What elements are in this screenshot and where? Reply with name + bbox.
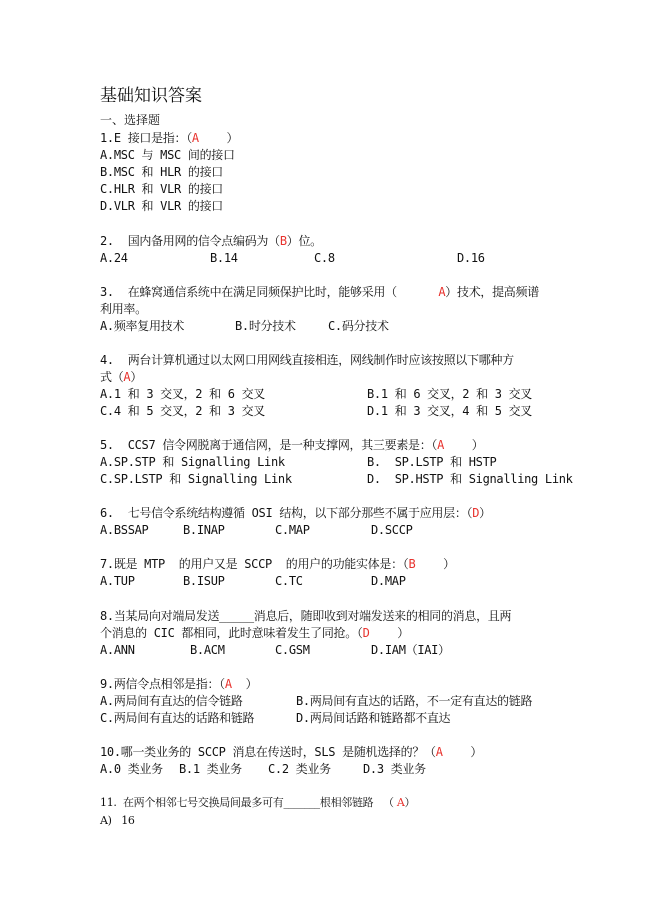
option: D. SP.HSTP 和 Signalling Link [367, 472, 573, 486]
answer-10: A [435, 745, 443, 759]
option: C.2 类业务 [268, 762, 331, 776]
option: D.3 类业务 [363, 762, 426, 776]
option: D.1 和 3 交叉，4 和 5 交叉 [367, 404, 532, 418]
option: B.MSC 和 HLR 的接口 [100, 165, 223, 179]
option: C.两局间有直达的话路和链路 [100, 711, 255, 725]
answer-5: A [437, 438, 445, 452]
question-7: 7.既是 MTP 的用户又是 SCCP 的用户的功能实体是：（B ） [100, 557, 455, 571]
option: C.TC [275, 574, 303, 588]
question-2: 2. 国内备用网的信令点编码为（B）位。 [100, 234, 322, 248]
option: C.4 和 5 交叉，2 和 3 交叉 [100, 404, 265, 418]
option: A.24 [100, 251, 128, 265]
answer-2: B [279, 234, 287, 248]
answer-7: B [408, 557, 416, 571]
option: B.INAP [183, 523, 225, 537]
option: A.0 类业务 [100, 762, 163, 776]
question-8-cont: 个消息的 CIC 都相同，此时意味着发生了同抢。（D ） [100, 626, 409, 640]
option: A.BSSAP [100, 523, 149, 537]
question-5: 5. CCS7 信令网脱离于通信网，是一种支撑网，其三要素是：（A ） [100, 438, 484, 452]
option: C.SP.LSTP 和 Signalling Link [100, 472, 292, 486]
question-10: 10.哪一类业务的 SCCP 消息在传送时，SLS 是随机选择的？（A ） [100, 745, 483, 759]
option: B. SP.LSTP 和 HSTP [367, 455, 497, 469]
question-6: 6. 七号信令系统结构遵循 OSI 结构，以下部分那些不属于应用层：（D） [100, 506, 491, 520]
option: D.MAP [371, 574, 406, 588]
answer-9: A [224, 677, 232, 691]
answer-1: A [191, 131, 199, 145]
option: C.GSM [275, 643, 310, 657]
question-8: 8.当某局向对端局发送_____消息后，随即收到对端发送来的相同的消息，且两 [100, 609, 512, 623]
option: A.ANN [100, 643, 135, 657]
option: A.TUP [100, 574, 135, 588]
option: A.MSC 与 MSC 间的接口 [100, 148, 235, 162]
option: D.SCCP [371, 523, 413, 537]
question-3: 3. 在蜂窝通信系统中在满足同频保护比时，能够采用（ A）技术，提高频谱 [100, 285, 539, 299]
option: A.SP.STP 和 Signalling Link [100, 455, 285, 469]
question-9: 9.两信令点相邻是指：（A ） [100, 677, 258, 691]
option: C.8 [314, 251, 335, 265]
option: C.MAP [275, 523, 310, 537]
option: C.码分技术 [328, 319, 389, 333]
option: B.时分技术 [235, 319, 296, 333]
option: A.两局间有直达的信令链路 [100, 694, 243, 708]
option: A.1 和 3 交叉，2 和 6 交叉 [100, 387, 265, 401]
option: D.两局间话路和链路都不直达 [296, 711, 451, 725]
answer-3: A [438, 285, 446, 299]
section-heading: 一、选择题 [100, 113, 161, 127]
option: A) 16 [100, 814, 135, 827]
option: D.16 [457, 251, 485, 265]
question-4: 4. 两台计算机通过以太网口用网线直接相连，网线制作时应该按照以下哪种方 [100, 353, 514, 367]
option: D.VLR 和 VLR 的接口 [100, 199, 223, 213]
option: D.IAM（IAI） [371, 643, 450, 657]
page-title: 基础知识答案 [100, 86, 202, 106]
option: B.ACM [190, 643, 225, 657]
answer-8: D [362, 626, 370, 640]
option: B.1 类业务 [179, 762, 242, 776]
question-1: 1.E 接口是指：（A ） [100, 131, 239, 145]
answer-6: D [472, 506, 480, 520]
option: B.ISUP [183, 574, 225, 588]
option: B.1 和 6 交叉，2 和 3 交叉 [367, 387, 532, 401]
option: B.14 [210, 251, 238, 265]
option: C.HLR 和 VLR 的接口 [100, 182, 223, 196]
option: B.两局间有直达的话路，不一定有直达的链路 [296, 694, 533, 708]
answer-4: A [123, 370, 131, 384]
option: A.频率复用技术 [100, 319, 185, 333]
question-4-cont: 式（A） [100, 370, 143, 384]
question-3-cont: 利用率。 [100, 302, 147, 316]
answer-11: A [396, 796, 405, 809]
question-11: 11. 在两个相邻七号交换局间最多可有_______根相邻链路 （ A） [100, 796, 416, 809]
